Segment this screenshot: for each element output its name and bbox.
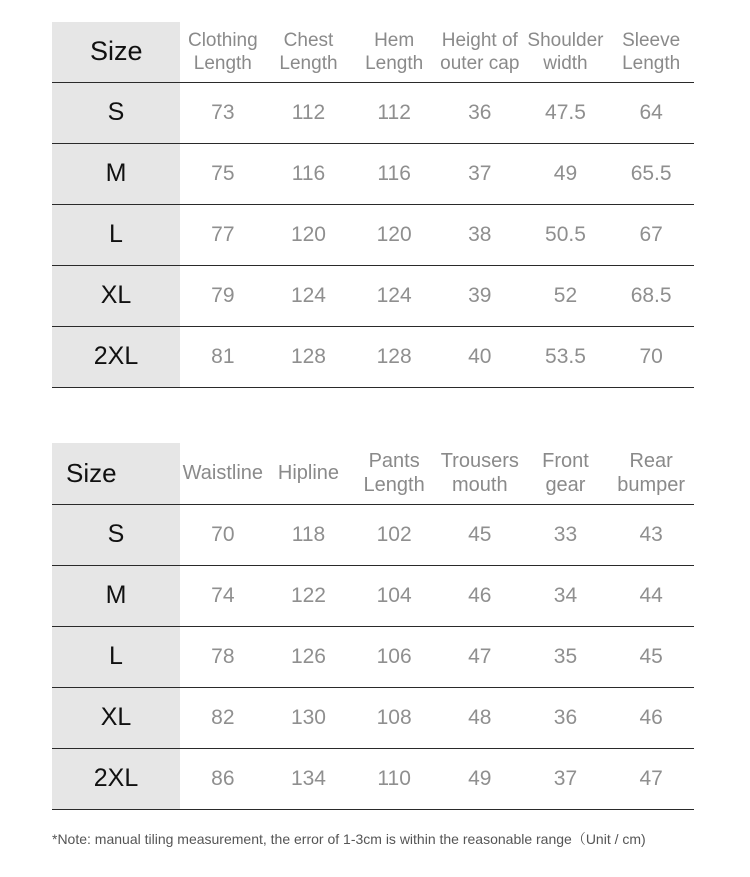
measurement-cell: 53.5 <box>523 326 609 387</box>
column-header <box>523 443 609 504</box>
measurement-cell: 134 <box>266 748 352 809</box>
measurement-cell: 73 <box>180 82 266 143</box>
column-header <box>608 443 694 504</box>
measurement-cell: 49 <box>523 143 609 204</box>
table-row <box>52 82 694 143</box>
column-header-line: Length <box>363 474 425 497</box>
column-header-line: Waistline <box>182 462 264 485</box>
measurement-cell: 52 <box>523 265 609 326</box>
measurement-cell: 36 <box>523 687 609 748</box>
column-header-line: Pants <box>368 450 420 473</box>
size-label: S <box>52 504 180 565</box>
column-header-line: bumper <box>617 474 686 497</box>
measurement-cell: 102 <box>351 504 437 565</box>
column-header <box>437 443 523 504</box>
table-row <box>52 748 694 809</box>
measurement-cell: 130 <box>266 687 352 748</box>
measurement-cell: 124 <box>266 265 352 326</box>
measurement-cell: 35 <box>523 626 609 687</box>
measurement-cell: 112 <box>351 82 437 143</box>
measurement-cell: 118 <box>266 504 352 565</box>
measurement-cell: 46 <box>608 687 694 748</box>
column-header <box>437 22 523 82</box>
measurement-cell: 120 <box>266 204 352 265</box>
measurement-cell: 122 <box>266 565 352 626</box>
column-header-line: Length <box>622 52 681 74</box>
size-label: XL <box>52 687 180 748</box>
header-row <box>52 22 694 82</box>
measurement-cell: 106 <box>351 626 437 687</box>
table-row <box>52 687 694 748</box>
measurement-cell: 116 <box>351 143 437 204</box>
column-header <box>351 22 437 82</box>
measurement-cell: 104 <box>351 565 437 626</box>
column-header <box>180 443 266 504</box>
size-label: 2XL <box>52 748 180 809</box>
column-header-line: Hem <box>374 29 415 51</box>
table-row <box>52 565 694 626</box>
measurement-cell: 47.5 <box>523 82 609 143</box>
table-row <box>52 143 694 204</box>
measurement-cell: 50.5 <box>523 204 609 265</box>
measurement-cell: 74 <box>180 565 266 626</box>
size-label: XL <box>52 265 180 326</box>
column-header-line: Shoulder <box>527 29 604 51</box>
column-header-line: Rear <box>629 450 673 473</box>
size-label: M <box>52 143 180 204</box>
measurement-cell: 126 <box>266 626 352 687</box>
measurement-note: *Note: manual tiling measurement, the error of 1-3cm is within the reasonable range（Unit / cm) <box>52 831 646 847</box>
measurement-cell: 128 <box>266 326 352 387</box>
column-header-line: Length <box>365 52 424 74</box>
measurement-cell: 36 <box>437 82 523 143</box>
column-header-line: Front <box>542 450 589 473</box>
column-header-line: Chest <box>283 29 334 51</box>
measurement-cell: 38 <box>437 204 523 265</box>
measurement-cell: 120 <box>351 204 437 265</box>
measurement-cell: 67 <box>608 204 694 265</box>
measurement-cell: 39 <box>437 265 523 326</box>
table-row <box>52 326 694 387</box>
measurement-cell: 43 <box>608 504 694 565</box>
header-row <box>52 443 694 504</box>
table-row <box>52 626 694 687</box>
measurement-cell: 49 <box>437 748 523 809</box>
column-header <box>266 443 352 504</box>
column-header <box>608 22 694 82</box>
measurement-cell: 40 <box>437 326 523 387</box>
measurement-cell: 86 <box>180 748 266 809</box>
size-label: S <box>52 82 180 143</box>
column-header-line: outer cap <box>440 52 520 74</box>
measurement-cell: 68.5 <box>608 265 694 326</box>
column-header-line: mouth <box>452 474 508 497</box>
measurement-cell: 116 <box>266 143 352 204</box>
column-header-line: Sleeve <box>622 29 681 51</box>
column-header-line: gear <box>545 474 586 497</box>
measurement-cell: 47 <box>608 748 694 809</box>
measurement-cell: 112 <box>266 82 352 143</box>
measurement-cell: 37 <box>437 143 523 204</box>
measurement-cell: 75 <box>180 143 266 204</box>
measurement-cell: 44 <box>608 565 694 626</box>
measurement-cell: 108 <box>351 687 437 748</box>
measurement-cell: 78 <box>180 626 266 687</box>
measurement-cell: 34 <box>523 565 609 626</box>
bottom-size-table <box>52 443 694 810</box>
size-label: L <box>52 204 180 265</box>
table-row <box>52 204 694 265</box>
measurement-cell: 70 <box>608 326 694 387</box>
measurement-cell: 124 <box>351 265 437 326</box>
measurement-cell: 81 <box>180 326 266 387</box>
measurement-cell: 70 <box>180 504 266 565</box>
column-header-line: Hipline <box>277 462 340 485</box>
measurement-cell: 48 <box>437 687 523 748</box>
column-header-line: Length <box>279 52 338 74</box>
column-header <box>351 443 437 504</box>
measurement-cell: 64 <box>608 82 694 143</box>
column-header <box>523 22 609 82</box>
table-row <box>52 504 694 565</box>
size-column-header: Size <box>52 443 180 504</box>
measurement-cell: 45 <box>437 504 523 565</box>
measurement-cell: 45 <box>608 626 694 687</box>
size-column-header: Size <box>52 22 180 82</box>
measurement-cell: 47 <box>437 626 523 687</box>
measurement-cell: 65.5 <box>608 143 694 204</box>
size-label: 2XL <box>52 326 180 387</box>
top-size-table <box>52 22 694 388</box>
size-label: M <box>52 565 180 626</box>
column-header <box>266 22 352 82</box>
column-header-line: Clothing <box>187 29 258 51</box>
measurement-cell: 110 <box>351 748 437 809</box>
column-header <box>180 22 266 82</box>
column-header-line: Trousers <box>440 450 519 473</box>
measurement-cell: 77 <box>180 204 266 265</box>
table-row <box>52 265 694 326</box>
measurement-cell: 46 <box>437 565 523 626</box>
measurement-cell: 128 <box>351 326 437 387</box>
size-label: L <box>52 626 180 687</box>
column-header-line: Length <box>193 52 252 74</box>
column-header-line: Height of <box>441 29 518 51</box>
measurement-cell: 37 <box>523 748 609 809</box>
measurement-cell: 79 <box>180 265 266 326</box>
measurement-cell: 33 <box>523 504 609 565</box>
column-header-line: width <box>543 52 588 74</box>
measurement-cell: 82 <box>180 687 266 748</box>
